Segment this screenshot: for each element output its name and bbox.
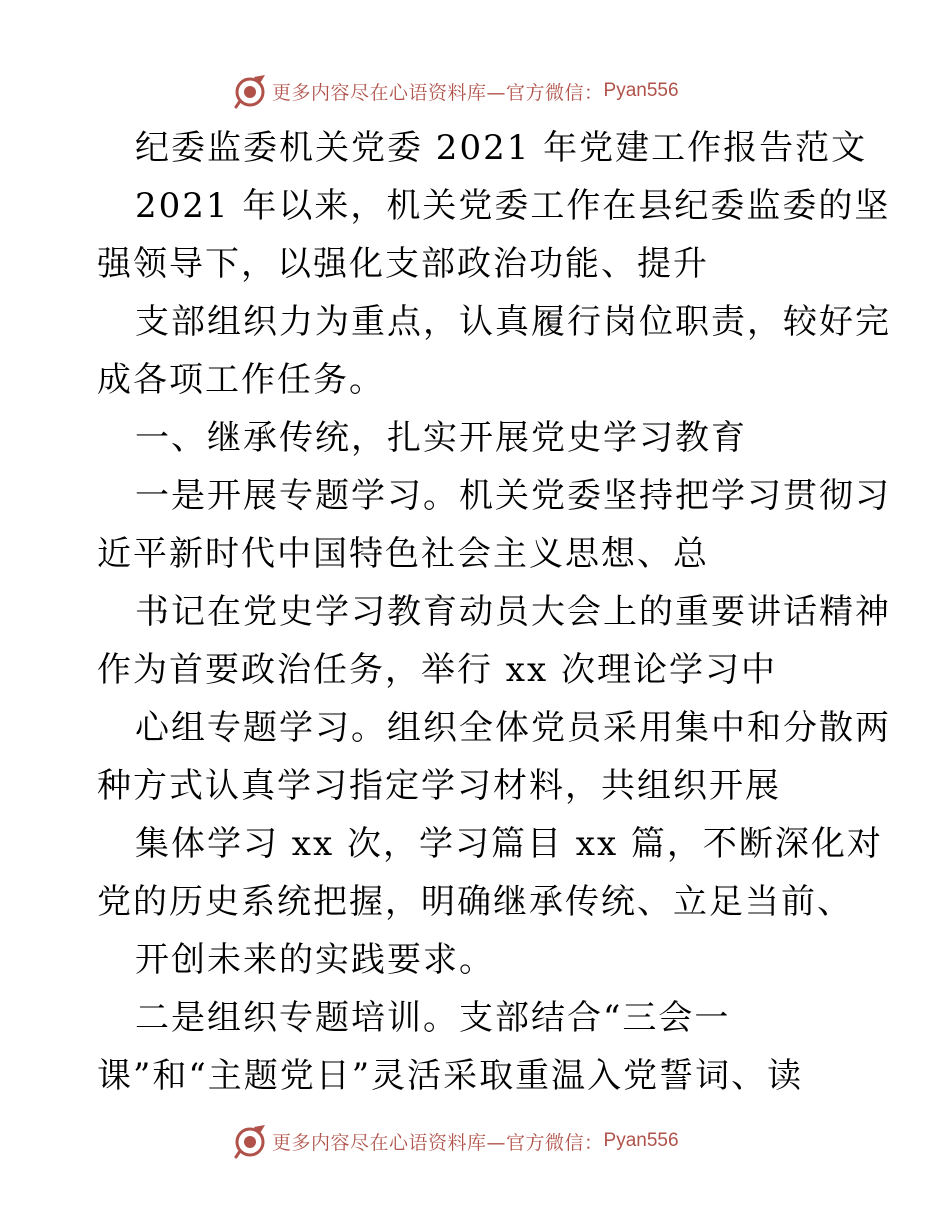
doc-line: 强领导下，以强化支部政治功能、提升 [97, 244, 709, 284]
doc-line: 二是组织专题培训。支部结合“三会一 [135, 998, 731, 1038]
doc-line: 种方式认真学习指定学习材料，共组织开展 [97, 766, 781, 806]
doc-line: 集体学习 xx 次，学习篇目 xx 篇，不断深化对 [135, 824, 883, 864]
doc-title: 纪委监委机关党委 2021 年党建工作报告范文 [135, 128, 868, 168]
doc-line: 书记在党史学习教育动员大会上的重要讲话精神 [135, 592, 891, 632]
doc-line: 2021 年以来，机关党委工作在县纪委监委的坚 [135, 186, 891, 226]
watermark-text: 更多内容尽在心语资料库—官方微信： [272, 1131, 604, 1154]
quill-seal-icon [232, 1123, 268, 1159]
doc-line: 作为首要政治任务，举行 xx 次理论学习中 [97, 650, 777, 690]
doc-line: 成各项工作任务。 [97, 360, 385, 400]
doc-line: 近平新时代中国特色社会主义思想、总 [97, 534, 709, 574]
doc-line: 心组专题学习。组织全体党员采用集中和分散两 [135, 708, 891, 748]
doc-line: 一是开展专题学习。机关党委坚持把学习贯彻习 [135, 476, 891, 516]
quill-seal-icon [232, 73, 268, 109]
section-heading: 一、继承传统，扎实开展党史学习教育 [135, 418, 747, 458]
doc-line: 党的历史系统把握，明确继承传统、立足当前、 [97, 882, 853, 922]
doc-line: 支部组织力为重点，认真履行岗位职责，较好完 [135, 302, 891, 342]
watermark-handle: Pyan556 [603, 1130, 679, 1151]
doc-line: 课”和“主题党日”灵活采取重温入党誓词、读 [97, 1056, 804, 1096]
watermark-header [232, 72, 679, 110]
watermark-handle: Pyan556 [603, 80, 679, 101]
watermark-footer [232, 1122, 679, 1160]
doc-line: 开创未来的实践要求。 [135, 940, 495, 980]
watermark-text: 更多内容尽在心语资料库—官方微信： [272, 81, 604, 104]
